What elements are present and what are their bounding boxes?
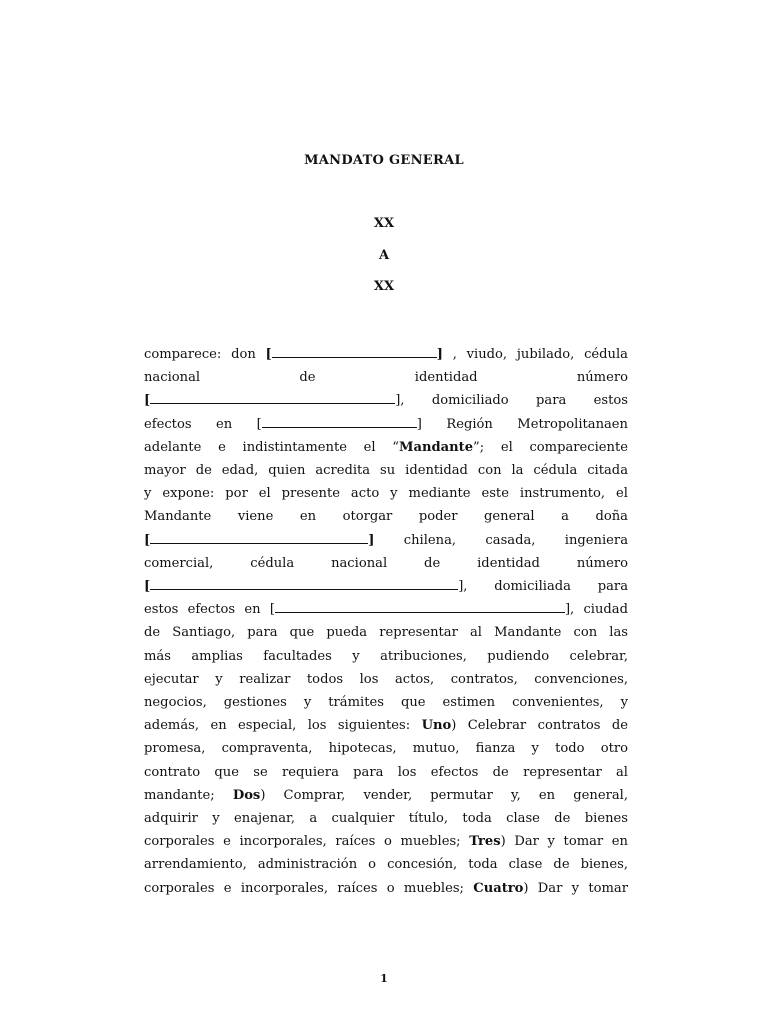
fill-in-blank <box>150 578 458 590</box>
body-line <box>144 389 628 412</box>
body-text-segment: ] <box>436 347 443 362</box>
body-text-segment: comercial, cédula nacional de identidad número <box>144 555 628 571</box>
body-text-segment: ] Región Metropolitanaen <box>416 416 628 432</box>
body-text-segment: negocios, gestiones y trámites que estimen convenientes, y <box>144 695 628 711</box>
body-text-segment: mayor de edad, quien acredita su identidad con la cédula citada <box>144 463 628 479</box>
body-line <box>144 737 628 760</box>
body-text-segment: y expone: por el presente acto y mediante este instrumento, el <box>144 486 628 502</box>
body-text-segment: contrato que se requiera para los efectos de representar al <box>144 764 628 780</box>
document-title: MANDATO GENERAL <box>304 153 464 168</box>
body-line <box>144 529 628 552</box>
body-text-segment: arrendamiento, administración o concesión, toda clase de bienes, <box>144 857 628 873</box>
bold-term: Mandante <box>398 439 474 455</box>
body-line <box>144 598 628 621</box>
party-connector: A <box>378 248 390 263</box>
body-line <box>144 505 628 528</box>
body-line <box>144 807 628 830</box>
body-line <box>144 645 628 668</box>
body-text-segment: ], domiciliado para estos <box>395 393 628 409</box>
body-text-segment: corporales e incorporales, raíces o muebles; <box>144 834 470 850</box>
fill-in-blank <box>262 416 417 428</box>
body-text-segment: [ <box>144 579 151 595</box>
body-text-segment: ”; el compareciente <box>473 439 628 455</box>
body-line <box>144 436 628 459</box>
body-text-segment: promesa, compraventa, hipotecas, mutuo, fianza y todo otro <box>144 741 628 757</box>
body-line <box>144 691 628 714</box>
bold-term: Uno <box>421 718 452 734</box>
fill-in-blank <box>275 601 565 613</box>
body-text-segment: ] <box>368 532 375 548</box>
fill-in-blank <box>272 346 437 358</box>
body-text-segment: ], ciudad <box>564 602 628 618</box>
bold-term: Tres <box>469 834 501 850</box>
party-grantee: XX <box>373 279 395 294</box>
body-text-segment: ], domiciliada para <box>458 579 628 595</box>
body-line <box>144 668 628 691</box>
body-text-segment: [ <box>144 532 151 548</box>
fill-in-blank <box>150 532 368 544</box>
body-text-segment: estos efectos en [ <box>144 602 275 618</box>
body-text-segment: chilena, casada, ingeniera <box>374 532 628 548</box>
bold-term: Dos <box>232 787 261 803</box>
body-text-segment: [ <box>144 393 151 409</box>
body-text-segment: adelante e indistintamente el “ <box>144 439 399 455</box>
body-text-segment: ) Comprar, vender, permutar y, en general, <box>260 787 628 803</box>
body-line <box>144 552 628 575</box>
body-line <box>144 877 628 900</box>
body-text-segment: Mandante viene en otorgar poder general a doña <box>144 509 628 525</box>
body-line <box>144 714 628 737</box>
body-text-segment: comparece: don <box>144 347 266 362</box>
body-text-segment: adquirir y enajenar, a cualquier título, toda clase de bienes <box>144 811 628 827</box>
body-line <box>144 459 628 482</box>
fill-in-blank <box>150 392 395 404</box>
body-line <box>144 621 628 644</box>
body-text-segment: nacional de identidad número <box>144 370 628 386</box>
body-text-segment: ) Dar y tomar en <box>500 834 628 850</box>
page-number: 1 <box>380 972 388 985</box>
body-line <box>144 853 628 876</box>
body-line <box>144 413 628 436</box>
body-line <box>144 343 628 366</box>
body-text-segment: [ <box>265 347 272 362</box>
bold-term: Cuatro <box>473 880 524 896</box>
body-text-segment: , viudo, jubilado, cédula <box>442 347 628 362</box>
body-line <box>144 784 628 807</box>
body-line <box>144 575 628 598</box>
body-text-segment: además, en especial, los siguientes: <box>144 718 422 734</box>
body-line <box>144 482 628 505</box>
body-text-segment: más amplias facultades y atribuciones, pudiendo celebrar, <box>144 648 628 664</box>
body-text-segment: de Santiago, para que pueda representar al Mandante con las <box>144 625 628 641</box>
body-text-segment: ) Celebrar contratos de <box>451 718 628 734</box>
body-text-segment: corporales e incorporales, raíces o muebles; <box>144 880 474 896</box>
body-line <box>144 830 628 853</box>
party-grantor: XX <box>373 216 395 231</box>
body-line <box>144 761 628 784</box>
body-line <box>144 366 628 389</box>
body-text-segment: mandante; <box>144 787 233 803</box>
mandate-body <box>144 343 628 900</box>
body-text-segment: efectos en [ <box>144 416 262 432</box>
body-text-segment: ejecutar y realizar todos los actos, contratos, convenciones, <box>144 671 628 687</box>
body-text-segment: ) Dar y tomar <box>523 880 628 896</box>
